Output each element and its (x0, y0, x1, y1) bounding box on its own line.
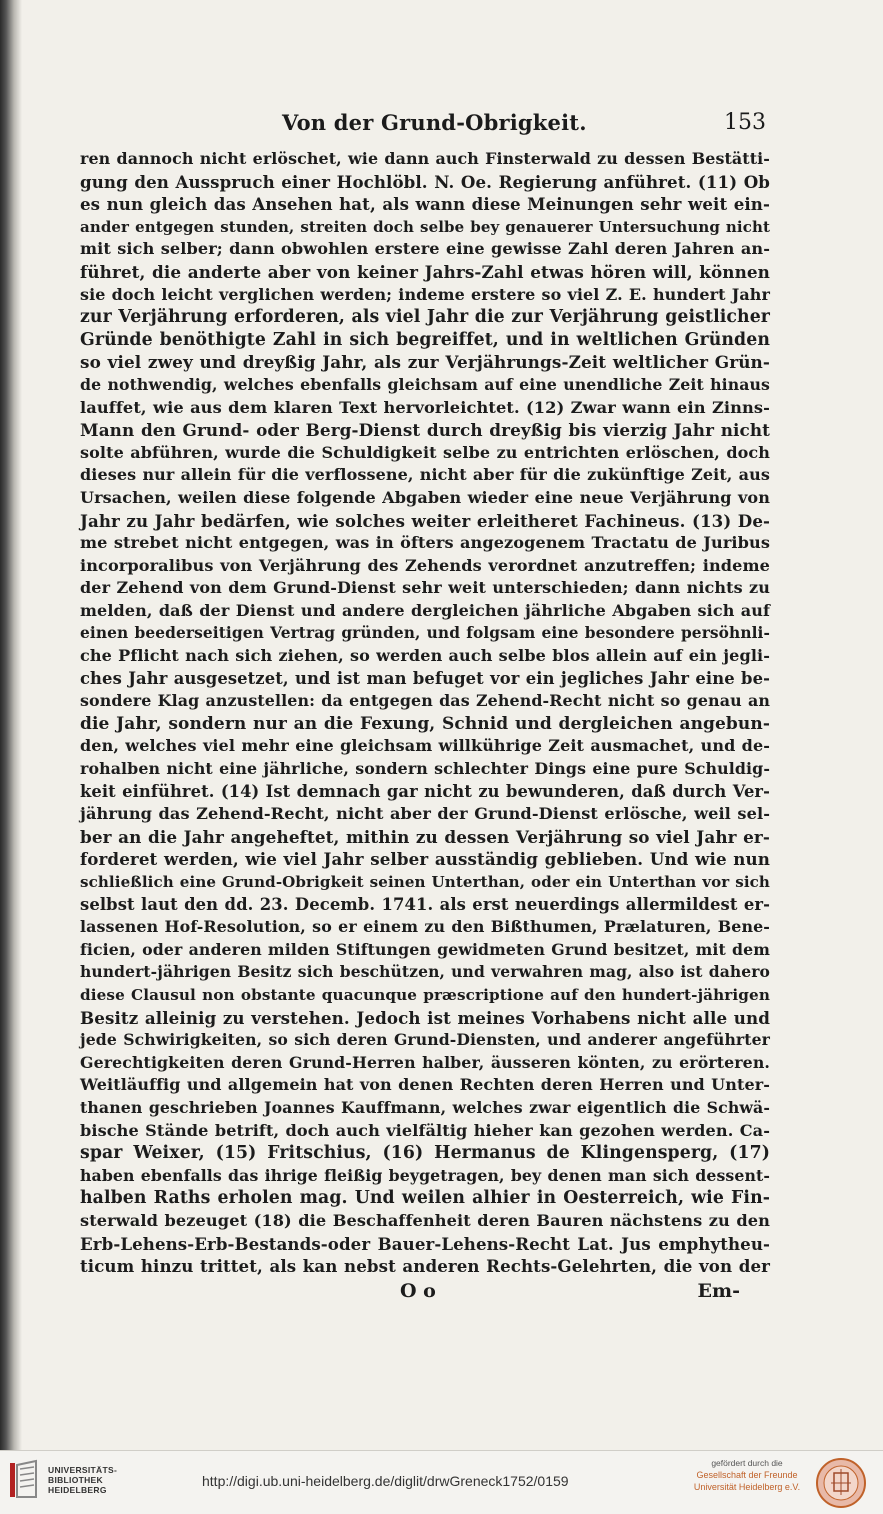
text-line: keit einführet. (14) Ist demnach gar nicht zu bewunderen, daß durch Ver- (80, 781, 770, 801)
text-line: Besitz alleinig zu verstehen. Jedoch ist meines Vorhabens nicht alle und (80, 1007, 770, 1028)
text-line: Weitläuffig und allgemein hat von denen Rechten deren Herren und Unter- (80, 1075, 770, 1095)
text-line: halben Raths erholen mag. Und weilen alhier in Oesterreich, wie Fin- (80, 1188, 770, 1209)
page-number: 153 (724, 110, 766, 135)
text-line: Ursachen, weilen diese folgende Abgaben wieder eine neue Verjährung von (80, 487, 770, 507)
library-name-line: UNIVERSITÄTS- (48, 1465, 118, 1475)
text-line: me strebet nicht entgegen, was in öfters angezogenem Tractatu de Juribus (80, 533, 770, 553)
sponsor-credit[interactable] (682, 1457, 812, 1493)
text-line: Erb-Lehens-Erb-Bestands-oder Bauer-Lehens-Recht Lat. Jus emphytheu- (80, 1233, 770, 1254)
page-footer (80, 1278, 770, 1308)
text-line: Mann den Grund- oder Berg-Dienst durch dreyßig bis vierzig Jahr nicht (80, 420, 770, 441)
text-line: mit sich selber; dann obwohlen erstere eine gewisse Zahl deren Jahren an- (80, 239, 770, 259)
binding-shadow (0, 0, 22, 1450)
text-line: Gründe benöthigte Zahl in sich begreiffet, und in weltlichen Gründen (80, 329, 770, 350)
sponsor-line: gefördert durch die (711, 1458, 783, 1468)
text-line: ren dannoch nicht erlöschet, wie dann auch Finsterwald zu dessen Bestätti- (80, 149, 770, 168)
text-line: hundert-jährigen Besitz sich beschützen, und verwahren mag, also ist dahero (80, 962, 770, 982)
text-line: Jahr zu Jahr bedärfen, wie solches weiter erleitheret Fachineus. (13) De- (80, 510, 770, 531)
text-line: der Zehend von dem Grund-Dienst sehr weit unterschieden; dann nichts zu (80, 578, 770, 598)
text-line: ficien, oder anderen milden Stiftungen gewidmeten Grund besitzet, mit dem (80, 939, 770, 959)
text-line: Gerechtigkeiten deren Grund-Herren halber, äusseren könten, zu erörteren. (80, 1052, 770, 1072)
text-line: ches Jahr ausgesetzet, und ist man befuget vor ein jegliches Jahr eine be- (80, 668, 770, 688)
text-line: forderet werden, wie viel Jahr selber ausständig geblieben. Und wie nun (80, 849, 770, 870)
text-line: die Jahr, sondern nur an die Fexung, Schnid und dergleichen angebun- (80, 713, 770, 734)
text-line: jede Schwirigkeiten, so sich deren Grund-Diensten, und anderer angeführter (80, 1030, 770, 1050)
text-line: lauffet, wie aus dem klaren Text hervorleichtet. (12) Zwar wann ein Zinns- (80, 397, 770, 417)
text-line: führet, die anderte aber von keiner Jahrs-Zahl etwas hören will, können (80, 261, 770, 282)
text-line: melden, daß der Dienst und andere dergleichen jährliche Abgaben sich auf (80, 600, 770, 620)
text-line: jährung das Zehend-Recht, nicht aber der Grund-Dienst erlösche, weil sel- (80, 804, 770, 824)
page-header (82, 106, 772, 146)
text-line: so viel zwey und dreyßig Jahr, als zur Verjährungs-Zeit weltlicher Grün- (80, 352, 770, 373)
text-line: sondere Klag anzustellen: da entgegen das Zehend-Recht nicht so genau an (80, 691, 770, 711)
text-line: einen beederseitigen Vertrag gründen, und folgsam eine besondere persöhnli- (80, 624, 770, 643)
text-line: ticum hinzu trittet, als kan nebst anderen Rechts-Gelehrten, die von der (80, 1256, 770, 1277)
text-line: selbst laut den dd. 23. Decemb. 1741. als erst neuerdings allermildest er- (80, 894, 770, 914)
text-line: es nun gleich das Ansehen hat, als wann diese Meinungen sehr weit ein- (80, 194, 770, 215)
text-line: sterwald bezeuget (18) die Beschaffenheit deren Bauren nächstens zu den (80, 1210, 770, 1230)
text-line: sie doch leicht verglichen werden; indeme erstere so viel Z. E. hundert Jahr (80, 284, 770, 304)
sponsor-line: Gesellschaft der Freunde (696, 1470, 798, 1480)
text-line: lassenen Hof-Resolution, so er einem zu den Bißthumen, Prælaturen, Bene- (80, 917, 770, 937)
text-line: spar Weixer, (15) Fritschius, (16) Hermanus de Klingensperg, (17) (80, 1143, 770, 1164)
text-line: den, welches viel mehr eine gleichsam willkührige Zeit ausmachet, und de- (80, 736, 770, 756)
running-title: Von der Grund-Obrigkeit. (282, 110, 587, 135)
text-line: incorporalibus von Verjährung des Zehends verordnet anzutreffen; indeme (80, 555, 770, 575)
university-library-logo-icon[interactable] (8, 1459, 42, 1501)
signature-mark: O o (400, 1280, 436, 1302)
text-line: thanen geschrieben Joannes Kauffmann, welches zwar eigentlich die Schwä- (80, 1097, 770, 1117)
text-line: ander entgegen stunden, streiten doch selbe bey genauerer Untersuchung nicht (80, 217, 770, 236)
text-line: solte abführen, wurde die Schuldigkeit selbe zu entrichten erlöschen, doch (80, 442, 770, 462)
text-line: gung den Ausspruch einer Hochlöbl. N. Oe. Regierung anführet. (11) Ob (80, 171, 770, 192)
library-name (48, 1465, 117, 1495)
text-line: haben ebenfalls das ihrige fleißig beygetragen, bey denen man sich dessent- (80, 1165, 770, 1185)
text-line: zur Verjährung erforderen, als viel Jahr die zur Verjährung geistlicher (80, 307, 770, 328)
text-line: schließlich eine Grund-Obrigkeit seinen Unterthan, oder ein Unterthan vor sich (80, 873, 770, 891)
text-line: dieses nur allein für die verflossene, nicht aber für die zukünftige Zeit, aus (80, 465, 770, 485)
university-seal-icon (815, 1457, 867, 1509)
text-line: diese Clausul non obstante quacunque præscriptione auf den hundert-jährigen (80, 985, 770, 1004)
text-line: de nothwendig, welches ebenfalls gleichsam auf eine unendliche Zeit hinaus (80, 374, 770, 394)
library-name-line: BIBLIOTHEK (48, 1475, 103, 1485)
text-line: ber an die Jahr angeheftet, mithin zu dessen Verjährung so viel Jahr er- (80, 826, 770, 847)
permalink-url[interactable]: http://digi.ub.uni-heidelberg.de/diglit/drwGreneck1752/0159 (202, 1473, 569, 1489)
text-line: rohalben nicht eine jährliche, sondern schlechter Dings eine pure Schuldig- (80, 759, 770, 779)
text-line: che Pflicht nach sich ziehen, so werden auch selbe blos allein auf ein jegli- (80, 646, 770, 666)
viewer-footer (0, 1450, 883, 1514)
sponsor-line: Universität Heidelberg e.V. (693, 1482, 801, 1492)
library-name-line: HEIDELBERG (48, 1485, 107, 1495)
body-text (80, 148, 770, 1278)
catchword: Em- (697, 1280, 740, 1302)
text-line: bische Stände betrift, doch auch vielfältig hieher kan gezohen werden. Ca- (80, 1120, 770, 1140)
